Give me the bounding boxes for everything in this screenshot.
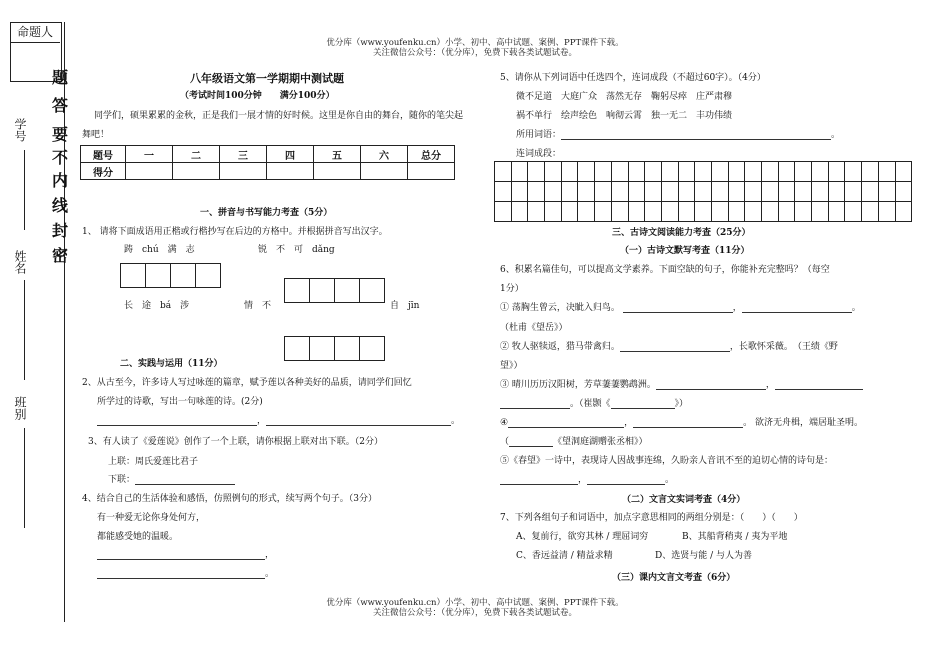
char-grid-1[interactable] — [120, 263, 221, 288]
q2-period: 。 — [451, 416, 461, 426]
answer-grid-cell[interactable] — [812, 182, 829, 202]
q6-2-text: ② 牧人驱犊返，猎马带禽归。 — [500, 342, 620, 352]
q6-4-source-a: （ — [500, 437, 510, 447]
answer-grid-cell[interactable] — [745, 162, 762, 182]
answer-grid-cell[interactable] — [795, 202, 812, 222]
answer-grid-cell[interactable] — [778, 182, 795, 202]
answer-grid-cell[interactable] — [645, 162, 662, 182]
q4-example-1: 有一种爱无论你身处何方， — [97, 513, 206, 523]
q5-used-words[interactable] — [516, 127, 840, 140]
answer-grid-cell[interactable] — [695, 182, 712, 202]
q6-item-1[interactable] — [500, 300, 861, 313]
char-grid-2[interactable] — [284, 278, 385, 303]
answer-grid-cell[interactable] — [661, 162, 678, 182]
answer-grid-cell[interactable] — [528, 202, 545, 222]
answer-grid-cell[interactable] — [528, 182, 545, 202]
header-line-1: 优分库（www.youfenku.cn）小学、初中、高中试题、案例、PPT课件下载。 — [326, 38, 624, 48]
answer-grid-cell[interactable] — [678, 162, 695, 182]
q4-answer-row-2[interactable] — [97, 566, 274, 579]
score-table — [80, 145, 455, 180]
score-cell[interactable] — [314, 163, 361, 180]
answer-grid-cell[interactable] — [812, 162, 829, 182]
answer-grid-cell[interactable] — [528, 162, 545, 182]
answer-grid-cell[interactable] — [878, 202, 895, 222]
q2-blank-1[interactable] — [97, 413, 257, 426]
answer-grid-cell[interactable] — [828, 162, 845, 182]
q4-example-2: 都能感受她的温暖。 — [97, 532, 179, 542]
answer-grid-cell[interactable] — [495, 162, 512, 182]
question-7: 7、下列各组句子和词语中，加点字意思相同的两组分别是：（ ）（ ） — [500, 513, 803, 523]
q6-5-comma: ， — [578, 475, 588, 485]
q3-upper-couplet: 上联：周氏爱莲比君子 — [108, 457, 199, 467]
answer-grid-cell[interactable] — [511, 162, 528, 182]
q6-3-blank-c[interactable] — [500, 396, 570, 409]
q6-5-answer[interactable] — [500, 472, 674, 485]
answer-grid-cell[interactable] — [862, 202, 879, 222]
question-1: 1、 请将下面成语用正楷或行楷抄写在后边的方格中。并根据拼音写出汉字。 — [82, 227, 388, 237]
q6-2-source: 望》） — [500, 361, 523, 371]
answer-grid-cell[interactable] — [845, 162, 862, 182]
q3-lower-couplet[interactable] — [108, 472, 235, 485]
answer-grid-cell[interactable] — [845, 202, 862, 222]
q7-option-a: A、复前行，欲穷其林 / 理屈词穷 — [516, 532, 649, 542]
q4-comma: ， — [265, 550, 275, 560]
question-2-line-2: 所学过的诗歌，写出一句咏莲的诗。(2分) — [97, 397, 263, 407]
q6-1-comma: ， — [732, 303, 742, 313]
answer-grid-cell[interactable] — [812, 202, 829, 222]
score-cell[interactable] — [267, 163, 314, 180]
q7-option-b: B、其船背稍夷 / 夷为平地 — [682, 532, 788, 542]
q6-4-tail: 。 欲济无舟楫，端居耻圣明。 — [743, 418, 863, 428]
q3-lower-label: 下联： — [108, 475, 136, 485]
answer-grid-cell[interactable] — [578, 202, 595, 222]
answer-grid-cell[interactable] — [845, 182, 862, 202]
answer-grid-cell[interactable] — [711, 202, 728, 222]
score-header-cell: 二 — [173, 146, 220, 163]
score-cell[interactable] — [408, 163, 455, 180]
answer-grid-cell[interactable] — [795, 162, 812, 182]
answer-grid-cell[interactable] — [728, 162, 745, 182]
pinyin-2: 锐 不 可 dǎng — [258, 245, 335, 255]
answer-grid-cell[interactable] — [828, 182, 845, 202]
q6-item-5: ⑤《春望》一诗中，表现诗人因战事连绵，久盼亲人音讯不至的迫切心情的诗句是： — [500, 456, 834, 466]
class-label: 班别 — [13, 396, 27, 420]
answer-grid-cell[interactable] — [595, 202, 612, 222]
q6-item-4[interactable] — [500, 415, 863, 428]
q6-item-3[interactable] — [500, 377, 863, 390]
answer-grid-cell[interactable] — [695, 202, 712, 222]
exam-intro-2: 舞吧！ — [82, 130, 110, 140]
answer-grid-cell[interactable] — [828, 202, 845, 222]
q6-2-blank[interactable] — [620, 339, 730, 352]
q6-1-blank-a[interactable] — [623, 300, 733, 313]
q5-used-label: 所用词语： — [516, 130, 562, 140]
answer-grid-cell[interactable] — [661, 182, 678, 202]
seal-char-3: 要 — [52, 125, 69, 144]
score-header-cell: 五 — [314, 146, 361, 163]
section-3-heading: 三、古诗文阅读能力考查（25分） — [612, 228, 751, 238]
answer-grid-cell[interactable] — [678, 182, 695, 202]
q6-4-comma: ， — [624, 418, 634, 428]
q6-1-blank-b[interactable] — [742, 300, 852, 313]
answer-grid-cell[interactable] — [728, 182, 745, 202]
header-line-2: 关注微信公众号：（优分库），免费下载各类试题试卷。 — [372, 48, 577, 58]
answer-grid-cell[interactable] — [895, 182, 912, 202]
q6-1-source: （杜甫《望岳》） — [500, 323, 568, 333]
answer-grid-cell[interactable] — [628, 162, 645, 182]
q4-period: 。 — [265, 569, 275, 579]
score-header-cell: 六 — [361, 146, 408, 163]
answer-grid[interactable] — [494, 161, 912, 222]
q4-answer-row-1[interactable] — [97, 547, 274, 560]
pinyin-1: 踌 chú 满 志 — [124, 245, 195, 255]
q6-3-blank-b[interactable] — [775, 377, 863, 390]
answer-grid-cell[interactable] — [778, 202, 795, 222]
answer-grid-cell[interactable] — [495, 182, 512, 202]
q6-4-blank-a[interactable] — [508, 415, 624, 428]
subsection-2-heading: （二）文言文实词考查（4分） — [622, 495, 746, 505]
seal-char-1: 题 — [52, 68, 69, 87]
q6-2-tail: ，长歌怀采薇。 （王绩《野 — [729, 342, 838, 352]
answer-grid-cell[interactable] — [762, 162, 779, 182]
answer-grid-cell[interactable] — [611, 202, 628, 222]
answer-grid-cell[interactable] — [728, 202, 745, 222]
answer-grid-cell[interactable] — [795, 182, 812, 202]
q7-option-d: D、选贤与能 / 与人为善 — [655, 551, 752, 561]
answer-grid-cell[interactable] — [561, 182, 578, 202]
answer-grid-cell[interactable] — [778, 162, 795, 182]
score-cell[interactable] — [220, 163, 267, 180]
score-header-cell: 一 — [126, 146, 173, 163]
subsection-1-heading: （一）古诗文默写考查（11分） — [620, 246, 750, 256]
char-grid-3[interactable] — [284, 336, 385, 361]
answer-grid-cell[interactable] — [745, 182, 762, 202]
answer-grid-cell[interactable] — [745, 202, 762, 222]
q6-3-source-blank[interactable] — [611, 396, 675, 409]
answer-grid-cell[interactable] — [628, 182, 645, 202]
q6-3-blank-a[interactable] — [656, 377, 766, 390]
score-header-cell: 四 — [267, 146, 314, 163]
exam-subtitle: （考试时间100分钟 满分100分） — [180, 91, 335, 101]
q5-words-2: 祸不单行 绘声绘色 响彻云霄 独一无二 丰功伟绩 — [516, 111, 733, 121]
q6-5-blank-b[interactable] — [587, 472, 665, 485]
answer-grid-cell[interactable] — [561, 162, 578, 182]
q6-5-period: 。 — [665, 475, 675, 485]
score-header-cell: 三 — [220, 146, 267, 163]
exam-title: 八年级语文第一学期期中测试题 — [190, 72, 344, 85]
question-4: 4、结合自己的生活体验和感悟，仿照例句的形式，续写两个句子。（3分） — [82, 494, 377, 504]
q3-lower-blank[interactable] — [135, 472, 235, 485]
answer-grid-cell[interactable] — [628, 202, 645, 222]
q5-words-1: 微不足道 大庭广众 荡然无存 鞠躬尽瘁 庄严肃穆 — [516, 92, 733, 102]
answer-grid-cell[interactable] — [611, 182, 628, 202]
answer-grid-cell[interactable] — [661, 202, 678, 222]
answer-grid-cell[interactable] — [511, 182, 528, 202]
answer-grid-cell[interactable] — [495, 202, 512, 222]
answer-grid-row — [495, 182, 912, 202]
question-6-line-2: 1分） — [500, 284, 524, 294]
q2-answer-row[interactable] — [97, 413, 460, 426]
answer-grid-cell[interactable] — [578, 162, 595, 182]
q6-4-source[interactable] — [500, 434, 648, 447]
answer-grid-cell[interactable] — [762, 202, 779, 222]
page-header — [300, 38, 650, 58]
answer-grid-cell[interactable] — [678, 202, 695, 222]
class-line — [24, 428, 25, 528]
q6-3-text: ③ 晴川历历汉阳树，芳草萋萋鹦鹉洲。 — [500, 380, 656, 390]
answer-grid-cell[interactable] — [595, 182, 612, 202]
answer-grid-cell[interactable] — [862, 182, 879, 202]
q2-blank-2[interactable] — [266, 413, 451, 426]
seal-char-2: 答 — [52, 96, 69, 115]
answer-grid-cell[interactable] — [611, 162, 628, 182]
score-cell[interactable] — [173, 163, 220, 180]
examiner-label: 命题人 — [10, 22, 60, 43]
q6-1-text: ① 荡胸生曾云，决眦入归鸟。 — [500, 303, 620, 313]
question-5: 5、请你从下列词语中任选四个，连词成段（不超过60字）。（4分） — [500, 73, 766, 83]
section-2-heading: 二、实践与运用（11分） — [120, 359, 223, 369]
answer-grid-cell[interactable] — [545, 202, 562, 222]
student-id-label: 学号 — [13, 118, 27, 142]
score-header-cell: 题号 — [81, 146, 126, 163]
seal-char-5: 内 — [52, 171, 69, 190]
score-header-cell: 总分 — [408, 146, 455, 163]
answer-grid-cell[interactable] — [862, 162, 879, 182]
q6-3-continued[interactable] — [500, 396, 688, 409]
subsection-3-heading: （三）课内文言文考查（6分） — [612, 573, 736, 583]
pinyin-4: 情 不 — [244, 301, 272, 311]
q6-4-source-b: 《望洞庭湖赠张丞相》） — [553, 437, 648, 447]
name-label: 姓名 — [13, 250, 27, 274]
answer-grid-cell[interactable] — [878, 182, 895, 202]
answer-grid-cell[interactable] — [711, 162, 728, 182]
q6-4-num: ④ — [500, 418, 509, 428]
seal-char-8: 密 — [52, 246, 69, 265]
q4-blank-1[interactable] — [97, 547, 265, 560]
answer-grid-cell[interactable] — [711, 182, 728, 202]
pinyin-5: 自 jīn — [390, 301, 420, 311]
seal-char-4: 不 — [52, 148, 69, 167]
question-2-line-1: 2、从古至今，许多诗人写过咏莲的篇章，赋予莲以各种美好的品质，请同学们回忆 — [82, 378, 412, 388]
question-3: 3、有人读了《爱莲说》创作了一个上联，请你根据上联对出下联。（2分） — [88, 437, 383, 447]
answer-grid-cell[interactable] — [878, 162, 895, 182]
score-cell[interactable] — [126, 163, 173, 180]
answer-grid-cell[interactable] — [695, 162, 712, 182]
answer-grid-cell[interactable] — [762, 182, 779, 202]
answer-grid-cell[interactable] — [595, 162, 612, 182]
answer-grid-row — [495, 202, 912, 222]
q6-4-blank-b[interactable] — [633, 415, 743, 428]
answer-grid-cell[interactable] — [545, 162, 562, 182]
answer-grid-cell[interactable] — [578, 182, 595, 202]
section-1-heading: 一、拼音与书写能力考查（5分） — [200, 208, 333, 218]
seal-char-7: 封 — [52, 221, 69, 240]
answer-grid-row — [495, 162, 912, 182]
answer-grid-cell[interactable] — [511, 202, 528, 222]
q6-1-period: 。 — [851, 303, 861, 313]
score-cell[interactable] — [361, 163, 408, 180]
answer-grid-cell[interactable] — [645, 182, 662, 202]
q7-option-c: C、香远益清 / 精益求精 — [516, 551, 613, 561]
answer-grid-cell[interactable] — [545, 182, 562, 202]
q5-used-blank[interactable] — [561, 127, 831, 140]
name-line — [24, 280, 25, 380]
answer-grid-cell[interactable] — [645, 202, 662, 222]
answer-grid-cell[interactable] — [895, 202, 912, 222]
footer-line-2: 关注微信公众号：（优分库），免费下载各类试题试卷。 — [372, 608, 577, 618]
answer-grid-cell[interactable] — [561, 202, 578, 222]
question-6-line-1: 6、积累名篇佳句，可以提高文学素养。下面空缺的句子，你能补充完整吗？（每空 — [500, 265, 830, 275]
q6-3-source-b: 》） — [674, 399, 689, 409]
page-footer — [300, 598, 650, 618]
seal-char-6: 线 — [52, 196, 69, 215]
q5-used-period: 。 — [831, 130, 841, 140]
exam-intro-1: 同学们，硕果累累的金秋，正是我们一展才情的好时候。这里是你自由的舞台，随你的笔尖起 — [94, 111, 464, 121]
answer-grid-cell[interactable] — [895, 162, 912, 182]
q6-3-comma: ， — [765, 380, 775, 390]
q4-blank-2[interactable] — [97, 566, 265, 579]
q5-paragraph-label: 连词成段： — [516, 149, 562, 159]
footer-line-1: 优分库（www.youfenku.cn）小学、初中、高中试题、案例、PPT课件下载。 — [326, 598, 624, 608]
student-id-line — [24, 150, 25, 230]
q6-item-2[interactable] — [500, 339, 838, 352]
pinyin-3: 长 途 bá 涉 — [124, 301, 190, 311]
q6-5-blank-a[interactable] — [500, 472, 578, 485]
q6-3-source-a: 。（崔颢《 — [570, 399, 611, 409]
q2-comma: ， — [257, 416, 267, 426]
score-row-label: 得分 — [81, 163, 126, 180]
q6-4-source-blank[interactable] — [509, 434, 553, 447]
